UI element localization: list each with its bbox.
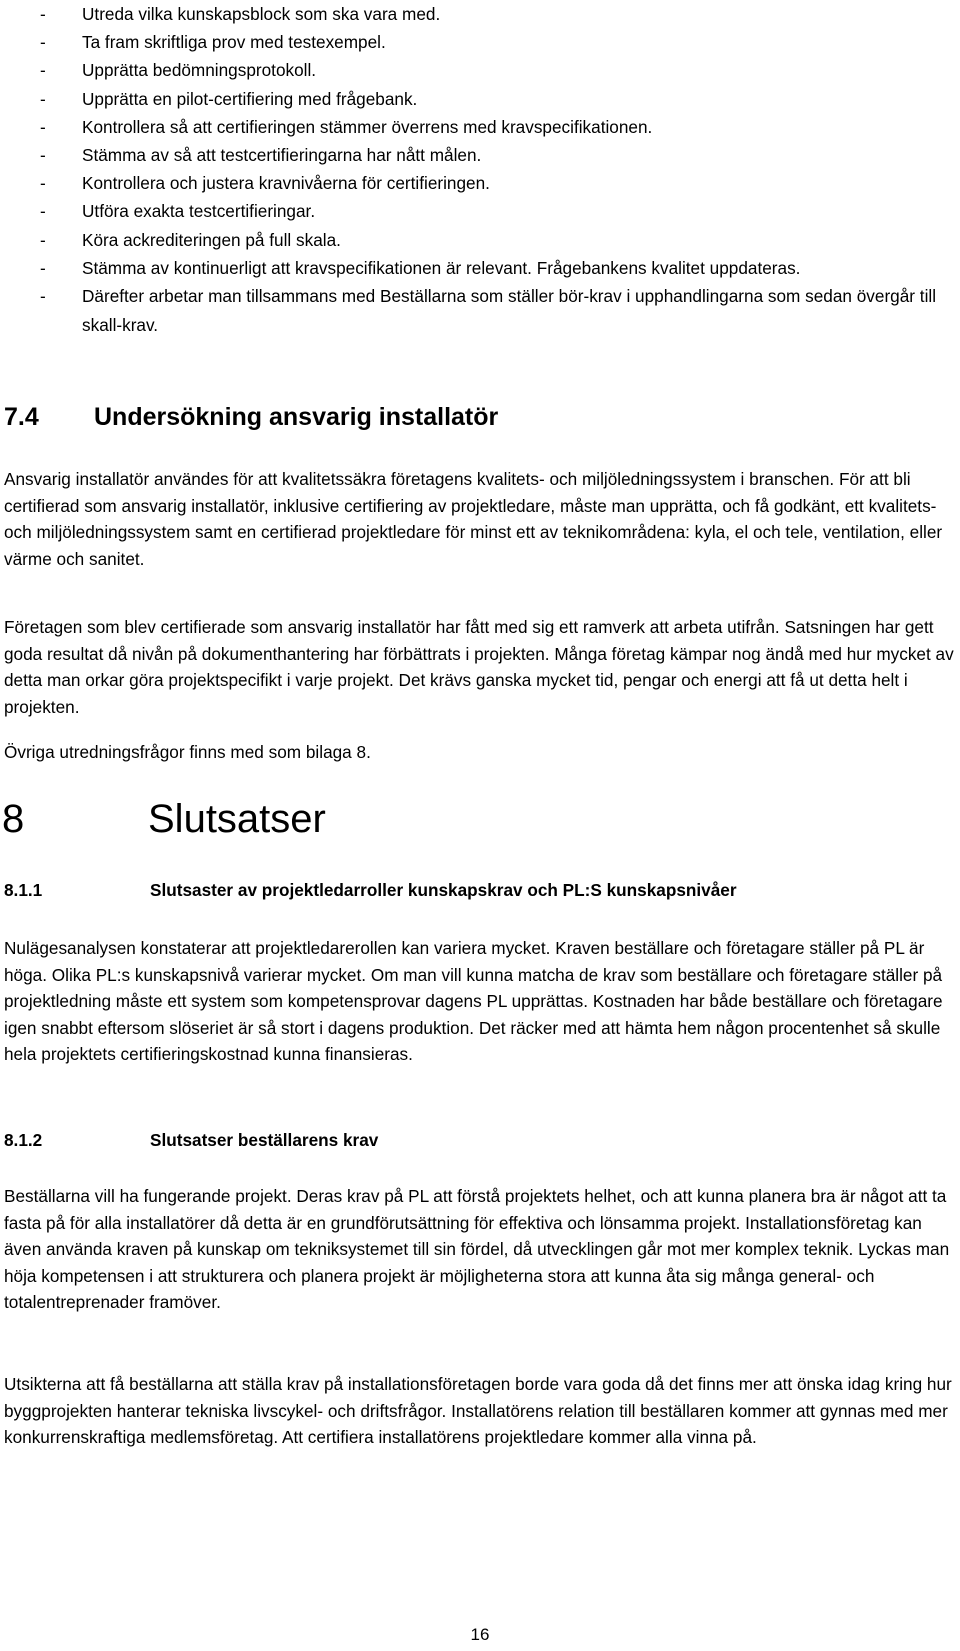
list-item <box>40 56 940 84</box>
list-item <box>40 85 940 113</box>
list-item-text: Kontrollera och justera kravnivåerna för certifieringen. <box>82 173 490 194</box>
list-bullet: - <box>40 145 46 166</box>
subsection-number: 8.1.1 <box>4 880 43 900</box>
list-bullet: - <box>40 4 46 24</box>
list-item <box>40 197 940 225</box>
paragraph: Övriga utredningsfrågor finns med som bilaga 8. <box>4 742 371 762</box>
list-item-text: Upprätta en pilot-certifiering med frågebank. <box>82 88 418 109</box>
paragraph: Beställarna vill ha fungerande projekt. Deras krav på PL att förstå projektets helhet, och att kunna planera bra är något att ta fasta på för alla installatörer då detta är en grundförutsättning för effektiva och lönsamma projekt. Installationsföretag kan även använda kraven på kunskap om tekniksystemet till sin fördel, då utvecklingen går mot mer komplex teknik. Lyckas man höja kompetensen i att strukturera och planera projekt är möjligheterna stora att kunna åta sig många general- och totalentreprenader framöver. <box>4 1186 950 1313</box>
list-item-text: Köra ackrediteringen på full skala. <box>82 229 341 250</box>
list-item <box>40 141 940 169</box>
paragraph: Ansvarig installatör användes för att kvalitetssäkra företagens kvalitets- och miljöledningssystem i branschen. För att bli certifierad som ansvarig installatör, inklusive certifiering av projektledare, måste man upprätta, och få godkänt, ett kvalitets- och miljöledningssystem samt en certifierad projektledare för minst ett av teknikområdena: kyla, el och tele, ventilation, eller värme och sanitet. <box>4 469 943 569</box>
list-item <box>40 169 940 197</box>
subsection-heading-8-1-1 <box>4 877 737 903</box>
list-bullet: - <box>40 88 46 109</box>
list-item-text: Utreda vilka kunskapsblock som ska vara med. <box>82 4 441 24</box>
paragraph: Utsikterna att få beställarna att ställa krav på installationsföretagen borde vara goda då det finns mer att önska idag kring hur byggprojekten hanterar tekniska livscykel- och driftsfrågor. Installatörens relation till beställaren kommer att gynnas med mer konkurrenskraftiga medlemsföretag. Att certifiera installatörens projektledare kommer alla vinna på. <box>4 1374 952 1448</box>
list-item-text: Ta fram skriftliga prov med testexempel. <box>82 32 386 53</box>
chapter-heading-8 <box>2 794 326 844</box>
list-item-text: Upprätta bedömningsprotokoll. <box>82 60 317 81</box>
list-item-text: Stämma av kontinuerligt att kravspecifikationen är relevant. Frågebankens kvalitet uppdateras. <box>82 257 801 278</box>
subsection-heading-8-1-2 <box>4 1127 378 1153</box>
task-list <box>40 0 940 340</box>
list-item <box>40 282 940 340</box>
subsection-title: Slutsaster av projektledarroller kunskapskrav och PL:S kunskapsnivåer <box>150 880 737 900</box>
subsection-title: Slutsatser beställarens krav <box>150 1130 379 1150</box>
list-bullet: - <box>40 60 46 81</box>
list-item-text: Därefter arbetar man tillsammans med Beställarna som ställer bör-krav i upphandlingarna som sedan övergår till skall-krav. <box>82 286 937 336</box>
list-bullet: - <box>40 201 46 222</box>
list-item-text: Kontrollera så att certifieringen stämmer överrens med kravspecifikationen. <box>82 116 653 137</box>
section-title: Undersökning ansvarig installatör <box>94 403 499 431</box>
section-number: 7.4 <box>4 403 39 431</box>
list-bullet: - <box>40 229 46 250</box>
section-heading-7-4 <box>4 402 498 432</box>
list-bullet: - <box>40 116 46 137</box>
list-bullet: - <box>40 286 46 307</box>
list-item-text: Utföra exakta testcertifieringar. <box>82 201 316 222</box>
list-bullet: - <box>40 257 46 278</box>
paragraph: Företagen som blev certifierade som ansvarig installatör har fått med sig ett ramverk att arbeta utifrån. Satsningen har gett goda resultat då nivån på dokumenthantering har förbättrats i projekten. Många företag kämpar nog ändå med hur mycket av detta man orkar göra projektspecifikt i varje projekt. Det krävs ganska mycket tid, pengar och energi att få ut detta helt i projekten. <box>4 617 954 717</box>
list-item <box>40 28 940 56</box>
list-item <box>40 113 940 141</box>
chapter-title: Slutsatser <box>148 797 326 841</box>
list-item <box>40 254 940 282</box>
list-bullet: - <box>40 173 46 194</box>
list-item <box>40 226 940 254</box>
list-bullet: - <box>40 32 46 53</box>
paragraph: Nulägesanalysen konstaterar att projektledarerollen kan variera mycket. Kraven beställare och företagare ställer på PL är höga. Olika PL:s kunskapsnivå varierar mycket. Om man vill kunna matcha de krav som beställare och företagare ställer på projektledning måste ett system som kompetensprovar dagens PL upprättas. Kostnaden har både beställare och företagare igen snabbt eftersom slöseriet är så stort i dagens produktion. Det räcker med att hämta hem någon procentenhet så skulle hela projektets certifieringskostnad kunna finansieras. <box>4 938 943 1065</box>
page-number: 16 <box>470 1625 490 1644</box>
list-item-text: Stämma av så att testcertifieringarna har nått målen. <box>82 145 482 166</box>
chapter-number: 8 <box>2 797 25 841</box>
subsection-number: 8.1.2 <box>4 1130 43 1150</box>
list-item <box>40 0 940 28</box>
